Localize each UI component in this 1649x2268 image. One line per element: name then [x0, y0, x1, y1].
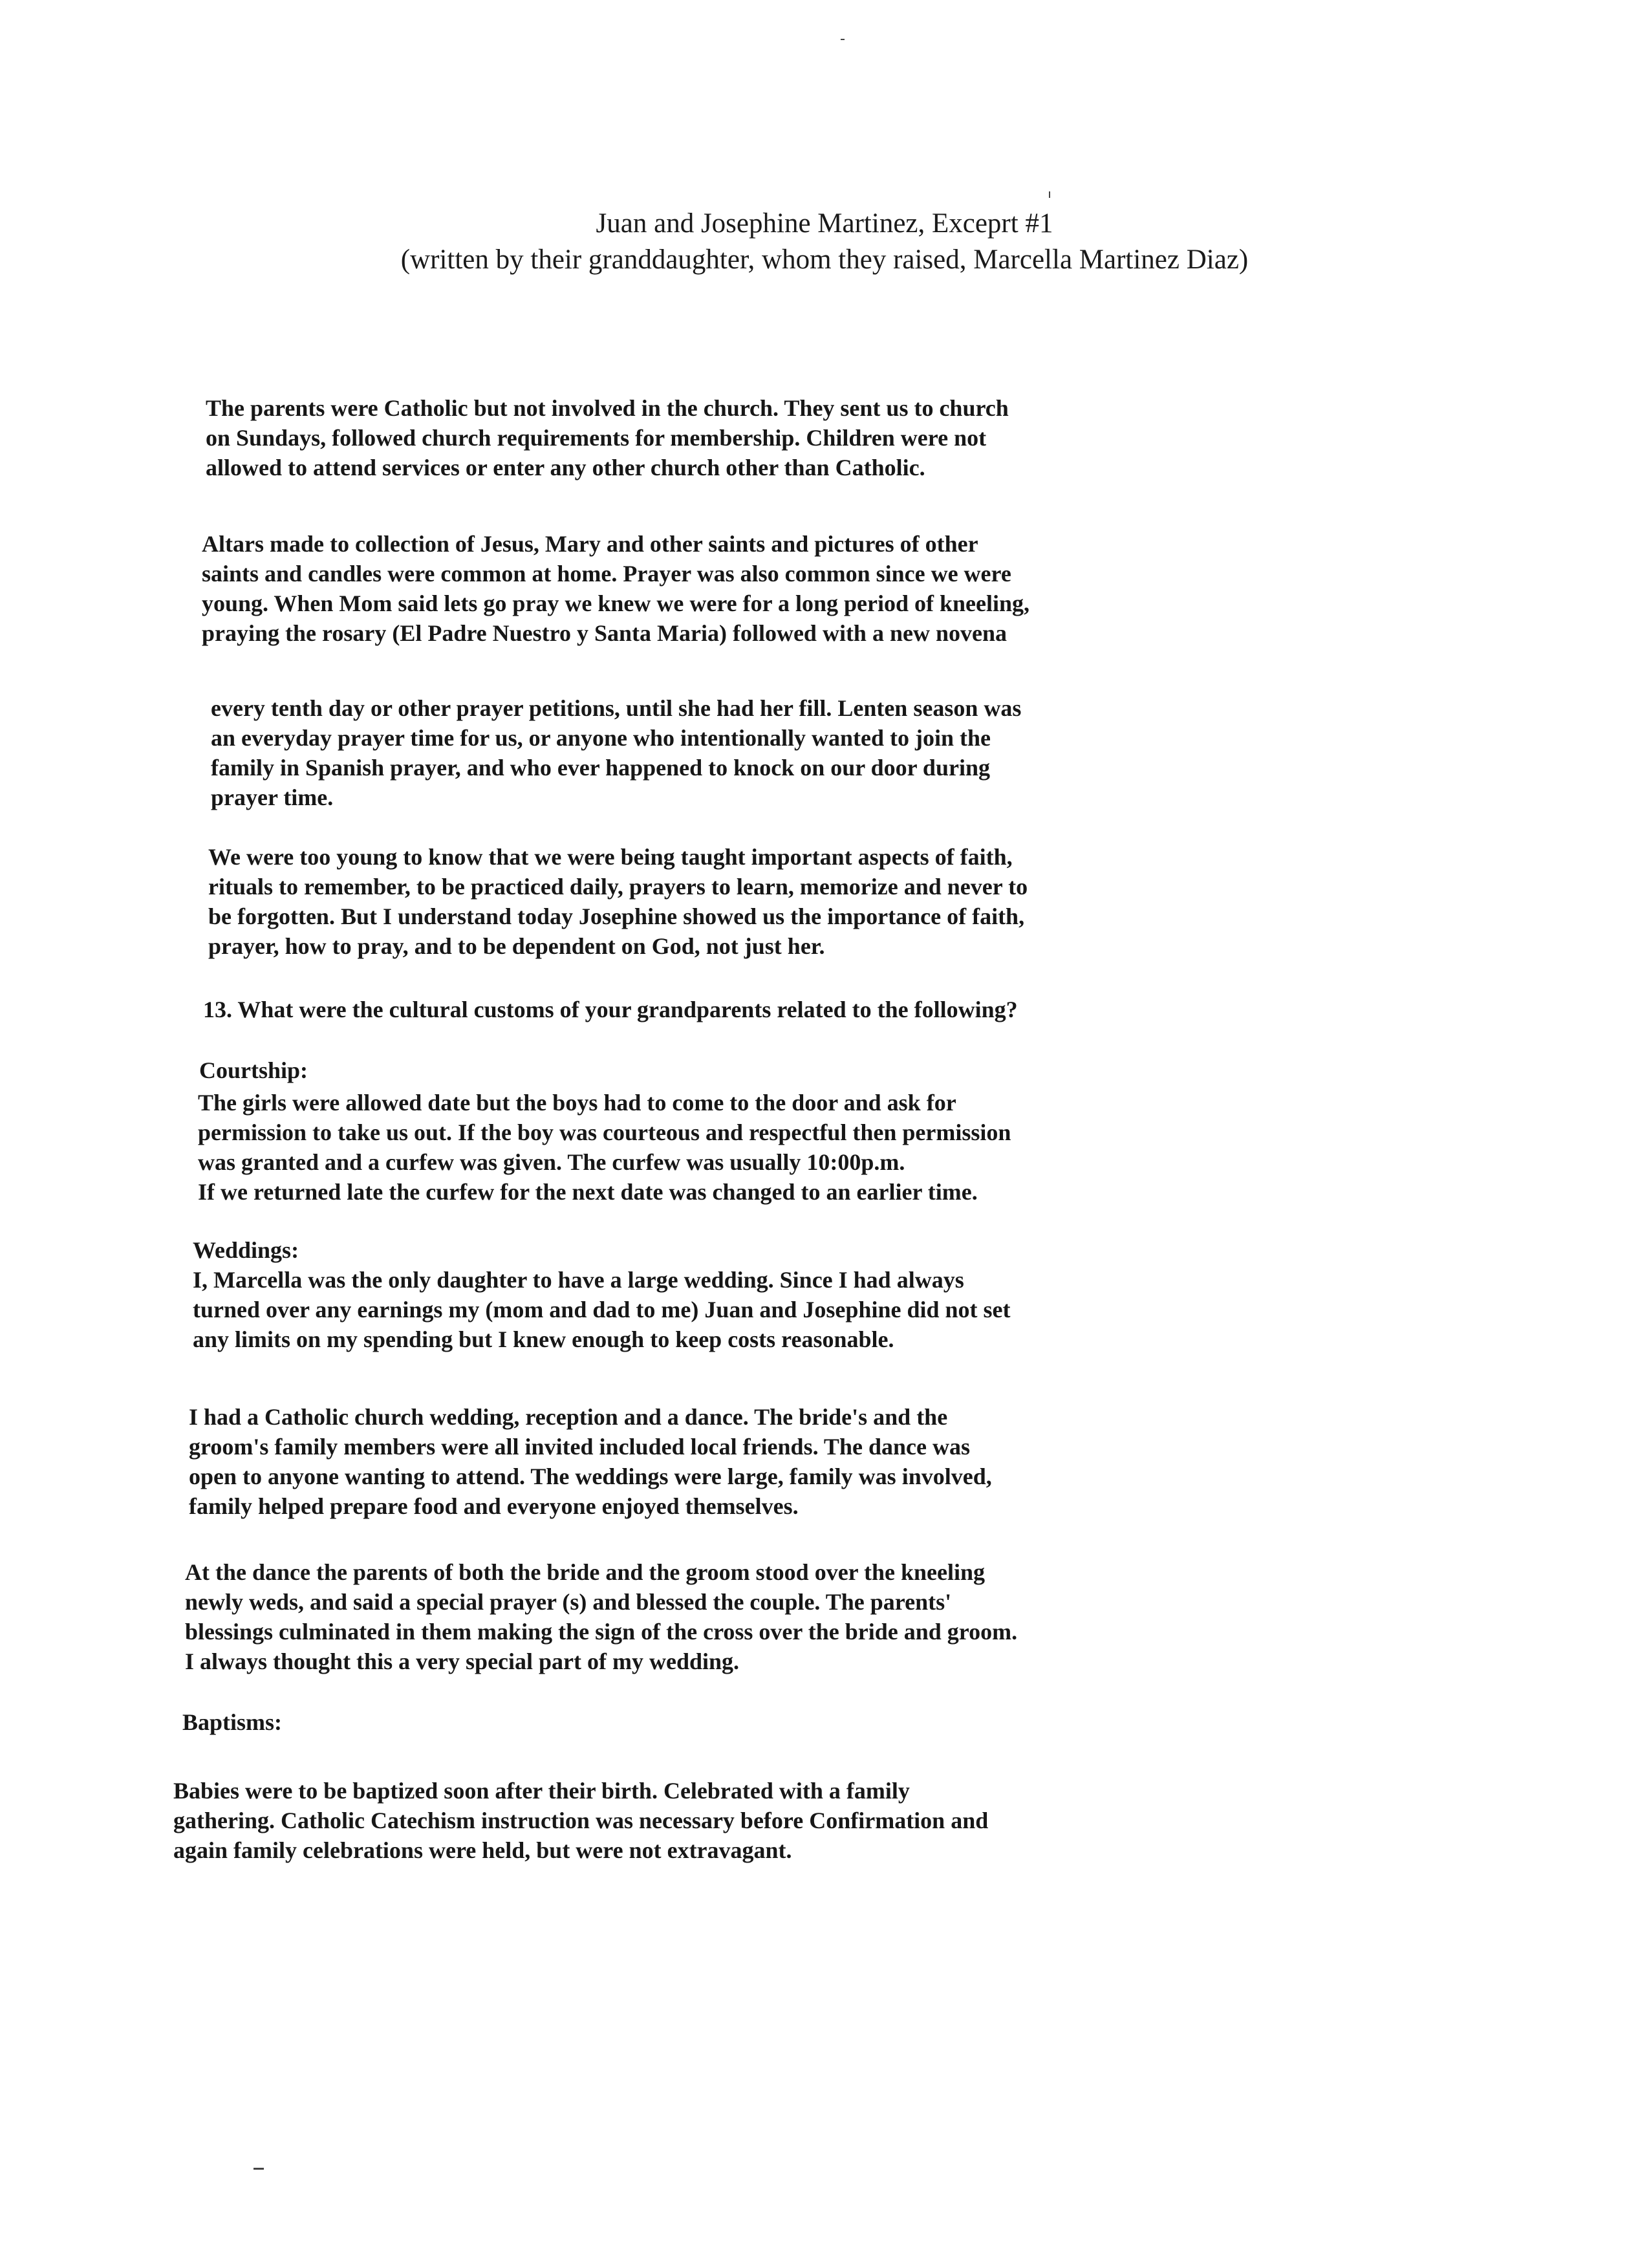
- text-line: blessings culminated in them making the sign of the cross over the bride and groom.: [185, 1619, 1018, 1645]
- text-line: newly weds, and said a special prayer (s) and blessed the couple. The parents': [185, 1589, 952, 1615]
- paragraph-altars: [202, 529, 1185, 648]
- paragraph-faith: [208, 842, 1191, 961]
- text-line: 13. What were the cultural customs of your grandparents related to the following?: [203, 997, 1018, 1022]
- text-line: family helped prepare food and everyone enjoyed themselves.: [189, 1493, 799, 1519]
- text-line: allowed to attend services or enter any other church other than Catholic.: [206, 455, 925, 481]
- text-line: turned over any earnings my (mom and dad to me) Juan and Josephine did not set: [193, 1297, 1011, 1323]
- document-subtitle: (written by their granddaughter, whom they raised, Marcella Martinez Diaz): [400, 244, 1249, 275]
- paragraph-dance-blessing: [185, 1557, 1168, 1676]
- text-line: was granted and a curfew was given. The curfew was usually 10:00p.m.: [198, 1149, 905, 1175]
- text-line: an everyday prayer time for us, or anyone who intentionally wanted to join the: [211, 725, 991, 751]
- text-line: I, Marcella was the only daughter to have a large wedding. Since I had always: [193, 1267, 964, 1293]
- text-line: We were too young to know that we were being taught important aspects of faith,: [208, 844, 1013, 870]
- text-line: groom's family members were all invited included local friends. The dance was: [189, 1434, 970, 1460]
- scan-speck: [1049, 191, 1050, 198]
- text-line: rituals to remember, to be practiced daily, prayers to learn, memorize and never to: [208, 874, 1028, 900]
- text-line: If we returned late the curfew for the next date was changed to an earlier time.: [198, 1179, 978, 1205]
- text-line: saints and candles were common at home. Prayer was also common since we were: [202, 561, 1011, 587]
- paragraph-church-wedding: [189, 1402, 1172, 1521]
- document-title: Juan and Josephine Martinez, Exceprt #1: [596, 208, 1053, 239]
- text-line: Courtship:: [199, 1057, 308, 1083]
- scan-speck: [253, 2168, 264, 2170]
- text-line: I had a Catholic church wedding, reception and a dance. The bride's and the: [189, 1404, 948, 1430]
- text-line: Altars made to collection of Jesus, Mary and other saints and pictures of other: [202, 531, 978, 557]
- text-line: again family celebrations were held, but were not extravagant.: [173, 1837, 792, 1863]
- text-line: young. When Mom said lets go pray we knew we were for a long period of kneeling,: [202, 590, 1030, 616]
- paragraph-lenten: [211, 693, 1194, 812]
- heading-baptisms: [182, 1707, 1165, 1737]
- text-line: Weddings:: [193, 1237, 299, 1263]
- text-line: Babies were to be baptized soon after their birth. Celebrated with a family: [173, 1778, 910, 1804]
- paragraph-religion: [206, 393, 1189, 482]
- text-line: open to anyone wanting to attend. The weddings were large, family was involved,: [189, 1463, 992, 1489]
- text-line: Baptisms:: [182, 1709, 283, 1735]
- paragraph-weddings: [193, 1235, 1176, 1354]
- text-line: every tenth day or other prayer petitions, until she had her fill. Lenten season was: [211, 695, 1022, 721]
- text-line: on Sundays, followed church requirements for membership. Children were not: [206, 425, 987, 451]
- text-line: prayer time.: [211, 784, 334, 810]
- text-line: prayer, how to pray, and to be dependent on God, not just her.: [208, 933, 825, 959]
- text-line: At the dance the parents of both the bride and the groom stood over the kneeling: [185, 1559, 986, 1585]
- heading-courtship: [199, 1055, 1182, 1085]
- scan-speck: [841, 39, 845, 40]
- paragraph-courtship: [198, 1088, 1181, 1207]
- text-line: The girls were allowed date but the boys had to come to the door and ask for: [198, 1090, 956, 1116]
- text-line: permission to take us out. If the boy was courteous and respectful then permission: [198, 1119, 1011, 1145]
- paragraph-baptisms: [173, 1776, 1156, 1865]
- text-line: be forgotten. But I understand today Josephine showed us the importance of faith,: [208, 903, 1025, 929]
- text-line: gathering. Catholic Catechism instruction was necessary before Confirmation and: [173, 1808, 989, 1833]
- text-line: any limits on my spending but I knew enough to keep costs reasonable.: [193, 1326, 894, 1352]
- text-line: family in Spanish prayer, and who ever happened to knock on our door during: [211, 755, 990, 781]
- text-line: praying the rosary (El Padre Nuestro y Santa Maria) followed with a new novena: [202, 620, 1007, 646]
- text-line: The parents were Catholic but not involved in the church. They sent us to church: [206, 395, 1009, 421]
- question-13: [203, 995, 1186, 1024]
- text-line: I always thought this a very special part of my wedding.: [185, 1648, 740, 1674]
